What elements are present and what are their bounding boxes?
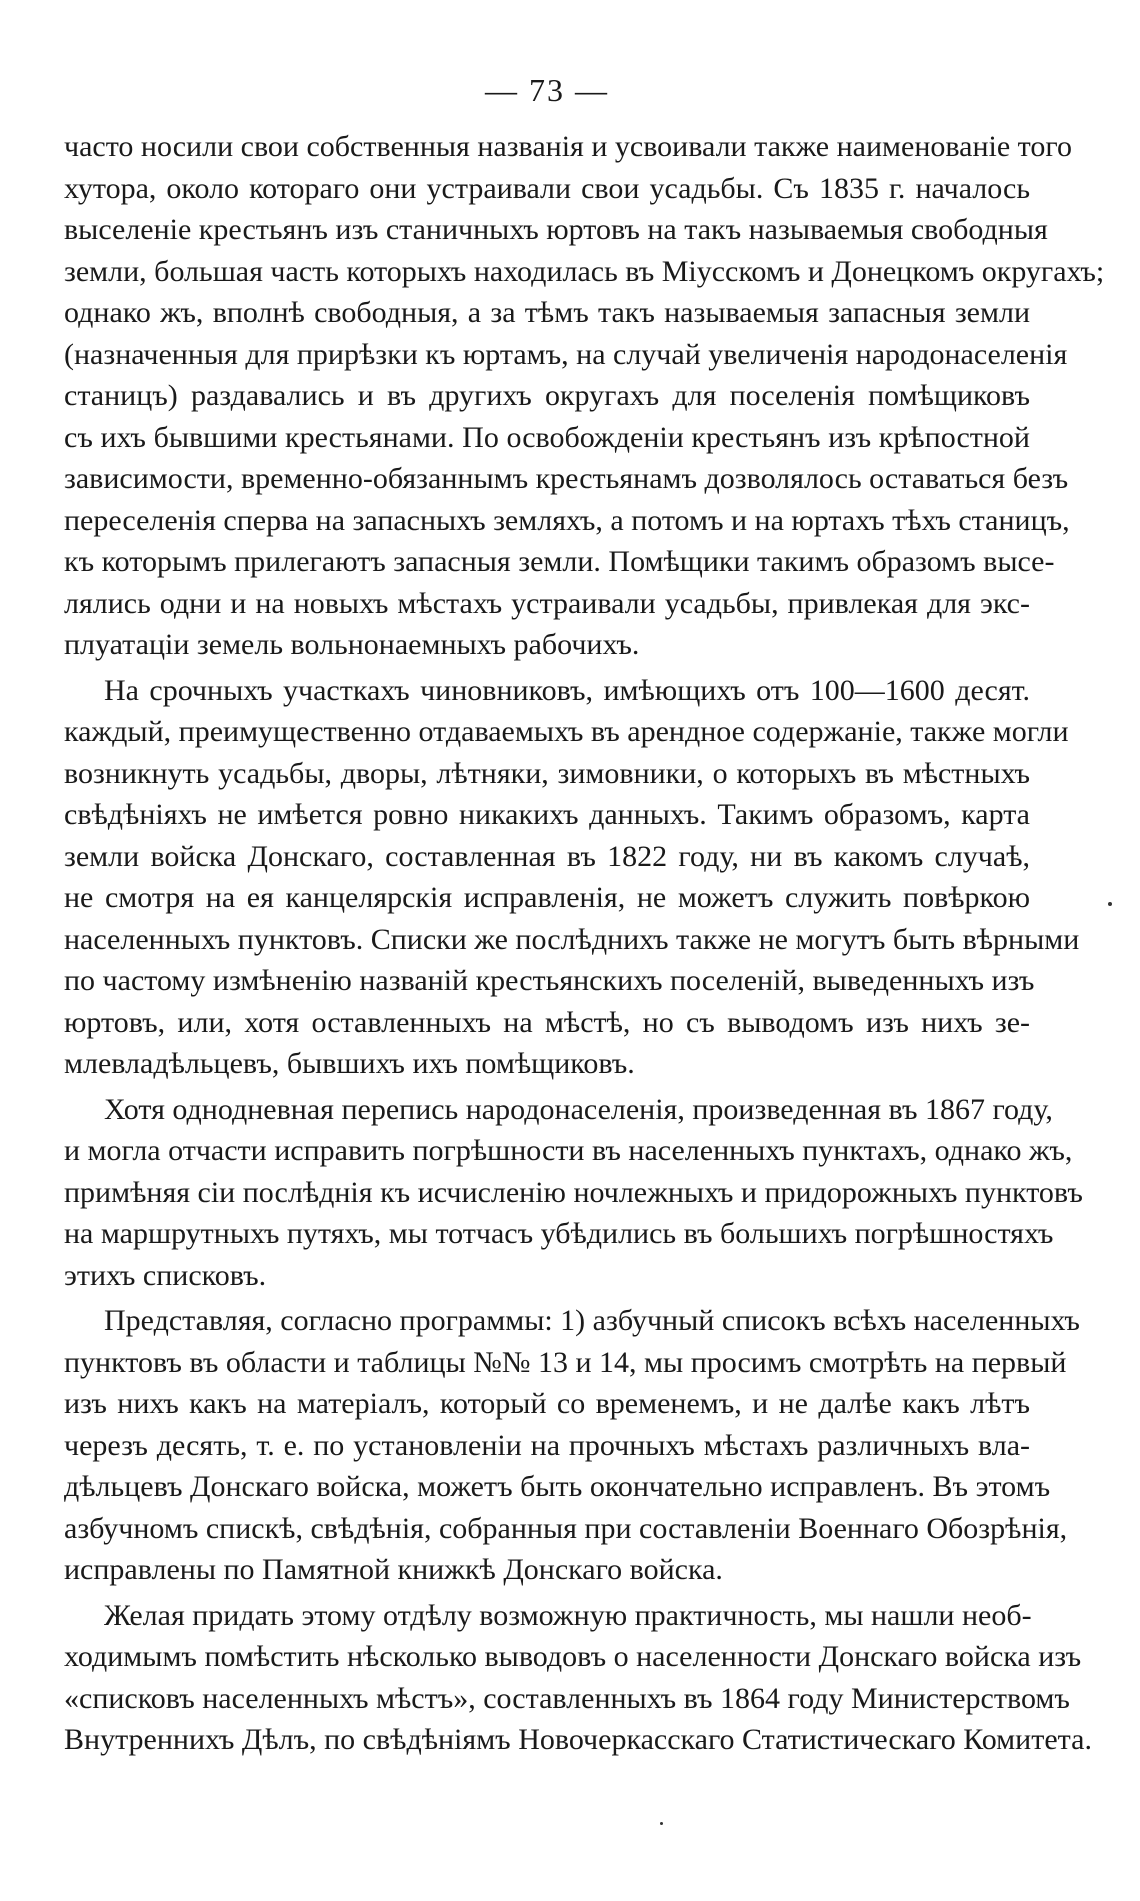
paragraph — [64, 1300, 1080, 1591]
text-line: возникнуть усадьбы, дворы, лѣтняки, зимовники, о которыхъ въ мѣстныхъ — [64, 756, 1030, 790]
text-line: ходимымъ помѣстить нѣсколько выводовъ о населенности Донскаго войска изъ — [64, 1640, 1082, 1673]
body-text — [64, 126, 1105, 1761]
text-line: однако жъ, вполнѣ свободныя, а за тѣмъ такъ называемыя запасныя земли — [64, 296, 1030, 329]
text-line: (назначенныя для прирѣзки къ юртамъ, на случай увеличенія народонаселенія — [64, 337, 1068, 371]
text-line: земли войска Донскаго, составленная въ 1822 году, ни въ какомъ случаѣ, — [64, 839, 1030, 873]
text-line: черезъ десять, т. е. по установленіи на прочныхъ мѣстахъ различныхъ вла- — [64, 1428, 1030, 1462]
paragraph — [64, 1595, 1092, 1761]
text-line: переселенія сперва на запасныхъ земляхъ, а потомъ и на юртахъ тѣхъ станицъ, — [64, 503, 1070, 537]
text-line: земли, большая часть которыхъ находилась въ Міусскомъ и Донецкомъ округахъ; — [64, 254, 1105, 288]
text-line: примѣняя сіи послѣднія къ исчисленію ночлежныхъ и придорожныхъ пунктовъ — [64, 1175, 1083, 1209]
text-line: исправлены по Памятной книжкѣ Донскаго войска. — [64, 1553, 723, 1586]
paragraph — [64, 126, 1105, 666]
text-line: населенныхъ пунктовъ. Списки же послѣднихъ также не могутъ быть вѣрными — [64, 922, 1080, 956]
text-line: пунктовъ въ области и таблицы №№ 13 и 14, мы просимъ смотрѣть на первый — [64, 1345, 1067, 1379]
text-line: къ которымъ прилегаютъ запасныя земли. Помѣщики такимъ образомъ высе- — [64, 545, 1055, 578]
text-line: каждый, преимущественно отдаваемыхъ въ арендное содержаніе, также могли — [64, 715, 1069, 748]
text-line: не смотря на ея канцелярскія исправленія, не можетъ служить повѣркою — [64, 881, 1030, 914]
paragraph — [64, 670, 1080, 1085]
text-line: и могла отчасти исправить погрѣшности въ населенныхъ пунктахъ, однако жъ, — [64, 1134, 1073, 1167]
text-line: Хотя однодневная перепись народонаселенія, произведенная въ 1867 году, — [104, 1092, 1053, 1126]
text-line: азбучномъ спискѣ, свѣдѣнія, собранныя при составленіи Военнаго Обозрѣнія, — [64, 1511, 1068, 1545]
text-line: Внутреннихъ Дѣлъ, по свѣдѣніямъ Новочеркасскаго Статистическаго Комитета. — [64, 1723, 1092, 1756]
text-line: изъ нихъ какъ на матеріалъ, который со временемъ, и не далѣе какъ лѣтъ — [64, 1387, 1030, 1420]
document-page — [64, 70, 1105, 1765]
text-line: съ ихъ бывшими крестьянами. По освобожденіи крестьянъ изъ крѣпостной — [64, 420, 1030, 454]
paragraph — [64, 1089, 1083, 1297]
text-line: хутора, около котораго они устраивали свои усадьбы. Съ 1835 г. началось — [64, 171, 1030, 205]
text-line: «списковъ населенныхъ мѣстъ», составленныхъ въ 1864 году Министерствомъ — [64, 1681, 1070, 1715]
text-line: На срочныхъ участкахъ чиновниковъ, имѣющихъ отъ 100—1600 десят. — [104, 673, 1030, 707]
text-line: юртовъ, или, хотя оставленныхъ на мѣстѣ, но съ выводомъ изъ нихъ зе- — [64, 1005, 1030, 1039]
text-line: часто носили свои собственныя названія и усвоивали также наименованіе того — [64, 130, 1072, 163]
text-line: этихъ списковъ. — [64, 1258, 267, 1292]
text-line: свѣдѣніяхъ не имѣется ровно никакихъ данныхъ. Такимъ образомъ, карта — [64, 798, 1030, 831]
page-number: — 73 — — [485, 72, 609, 108]
print-speck — [660, 1822, 663, 1825]
text-line: станицъ) раздавались и въ другихъ округахъ для поселенія помѣщиковъ — [64, 379, 1030, 412]
text-line: Представляя, согласно программы: 1) азбучный списокъ всѣхъ населенныхъ — [104, 1304, 1080, 1337]
text-line: выселеніе крестьянъ изъ станичныхъ юртовъ на такъ называемыя свободныя — [64, 213, 1048, 246]
text-line: Желая придать этому отдѣлу возможную практичность, мы нашли необ- — [104, 1598, 1032, 1632]
text-line: зависимости, временно-обязаннымъ крестьянамъ дозволялось оставаться безъ — [64, 462, 1069, 495]
text-line: плуатаціи земель вольнонаемныхъ рабочихъ. — [64, 628, 640, 661]
text-line: по частому измѣненію названій крестьянскихъ поселеній, выведенныхъ изъ — [64, 964, 1035, 997]
text-line: на маршрутныхъ путяхъ, мы тотчасъ убѣдились въ большихъ погрѣшностяхъ — [64, 1217, 1054, 1250]
print-speck — [1108, 902, 1112, 906]
text-line: лялись одни и на новыхъ мѣстахъ устраивали усадьбы, привлекая для экс- — [64, 586, 1030, 620]
text-line: дѣльцевъ Донскаго войска, можетъ быть окончательно исправленъ. Въ этомъ — [64, 1470, 1051, 1503]
text-line: млевладѣльцевъ, бывшихъ ихъ помѣщиковъ. — [64, 1047, 635, 1080]
